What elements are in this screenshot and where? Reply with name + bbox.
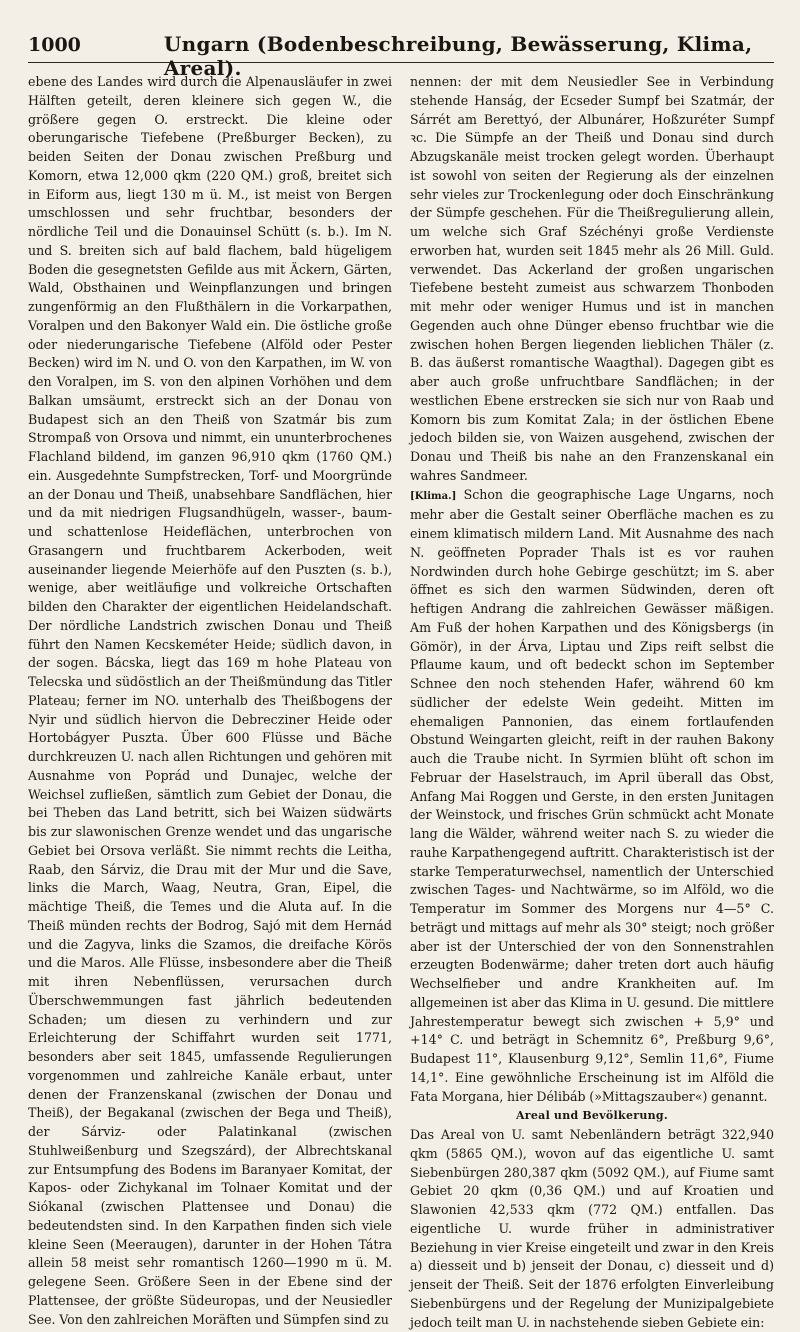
areal-paragraph: Das Areal von U. samt Nebenländern beträgt 322,940 qkm (5865 QM.), wovon auf das eigentliche U. samt Siebenbürgen 280,387 qkm (5092 QM.), auf Fiume samt Gebiet 20 qkm (0,36 QM.) und auf Kroatien und Slawonien 42,533 qkm (772 QM.) entfallen. Das eigentliche U. wurde früher in administrativer Beziehung in vier Kreise eingeteilt und zwar in den Kreis a) diesseit und b) jenseit der Donau, c) diesseit und d) jenseit der Theiß. Seit der 1876 erfolgten Einverleibung Siebenbürgens und der Regelung der Munizipalgebiete jedoch teilt man U. in nachstehende sieben Gebiete ein: <box>410 1127 774 1330</box>
left-column <box>28 73 392 1332</box>
left-paragraph: ebene des Landes wird durch die Alpenausläufer in zwei Hälften geteilt, deren kleinere sich gegen W., die größere gegen O. erstreckt. Die kleine oder oberungarische Tiefebene (Preßburger Becken), zu beiden Seiten der Donau zwischen Preßburg und Komorn, etwa 12,000 qkm (220 QM.) groß, breitet sich in Eiform aus, liegt 130 m ü. M., ist meist von Bergen umschlossen und sehr fruchtbar, besonders der nördliche Teil und die Donauinsel Schütt (s. b.). Im N. und S. breiten sich auf bald flachem, bald hügeligem Boden die gesegnetsten Gefilde aus mit Äckern, Gärten, Wald, Obsthainen und Weinpflanzungen und bringen zungenförmig an den Flußthälern in die Vorkarpathen, Voralpen und den Bakonyer Wald ein. Die östliche große oder niederungarische Tiefebene (Alföld oder Pester Becken) wird im N. und O. von den Karpathen, im W. von den Voralpen, im S. von den alpinen Vorhöhen und dem Balkan umsäumt, erstreckt sich an der Donau von Budapest sich an den Theiß von Szatmár bis zum Strompaß von Orsova und nimmt, ein ununterbrochenes Flachland bildend, im ganzen 96,910 qkm (1760 QM.) ein. Ausgedehnte Sumpfstrecken, Torf- und Moorgründe an der Donau und Theiß, unabsehbare Sandflächen, hier und da mit niedrigen Flugsandhügeln, wasser-, baum- und schattenlose Heideflächen, unterbrochen von Grasangern und fruchtbarem Ackerboden, weit auseinander liegende Meierhöfe auf den Puszten (s. b.), wenige, aber weitläufige und volkreiche Ortschaften bilden den Charakter der eigentlichen Heidelandschaft. Der nördliche Landstrich zwischen Donau und Theiß führt den Namen Kecskeméter Heide; südlich davon, in der sogen. Bácska, liegt das 169 m hohe Plateau von Telecska und südöstlich an der Theißmündung das Titler Plateau; ferner im NO. unterhalb des Theißbogens der Nyir und südlich hiervon die Debrecziner Heide oder Hortobágyer Puszta. Über 600 Flüsse und Bäche durchkreuzen U. nach allen Richtungen und gehören mit Ausnahme von Poprád und Dunajec, welche der Weichsel zufließen, sämtlich zum Gebiet der Donau, die bei Theben das Land betritt, sich bei Waizen südwärts bis zur slawonischen Grenze wendet und das ungarische Gebiet bei Orsova verläßt. Sie nimmt rechts die Leitha, Raab, den Sárviz, die Drau mit der Mur und die Save, links die March, Waag, Neutra, Gran, Eipel, die mächtige Theiß, die Temes und die Aluta auf. In die Theiß münden rechts der Bodrog, Sajó mit dem Hernád und die Zagyva, links die Szamos, die dreifache Körös und die Maros. Alle Flüsse, insbesondere aber die Theiß mit ihren Nebenflüssen, verursachen durch Überschwemmungen fast jährlich bedeutenden Schaden; um diesen zu verhindern und zur Erleichterung der Schiffahrt wurden seit 1771, besonders aber seit 1845, umfassende Regulierungen vorgenommen und zahlreiche Kanäle erbaut, unter denen der Franzenskanal (zwischen der Donau und Theiß), der Begakanal (zwischen der Bega und Theiß), der Sárviz- oder Palatinkanal (zwischen Stuhlweißenburg und Szegszárd), der Albrechtskanal zur Entsumpfung des Bodens im Baranyaer Komitat, der Kapos- oder Zichykanal im Tolnaer Komitat und der Siókanal (zwischen Plattensee und Donau) die bedeutendsten sind. In den Karpathen finden sich viele kleine Seen (Meeraugen), darunter in der Hohen Tátra allein 58 meist sehr romantisch 1260—1990 m ü. M. gelegene Seen. Größere Seen in der Ebene sind der Plattensee, der größte Südeuropas, und der Neusiedler See. Von den zahlreichen Moräften und Sümpfen sind zu <box>28 74 392 1327</box>
text-columns <box>28 73 774 1332</box>
right-paragraph-1: nennen: der mit dem Neusiedler See in Verbindung stehende Hanság, der Ecseder Sumpf bei Szatmár, der Sárrét am Berettyó, der Albunárer, Hoßzuréter Sumpf ꝛc. Die Sümpfe an der Theiß und Donau sind durch Abzugskanäle meist trocken gelegt worden. Überhaupt ist sowohl von seiten der Regierung als der einzelnen sehr vieles zur Trockenlegung oder doch Einschränkung der Sümpfe geschehen. Für die Theißregulierung allein, um welche sich Graf Széchényi große Verdienste erworben hat, wurden seit 1845 mehr als 26 Mill. Guld. verwendet. Das Ackerland der großen ungarischen Tiefebene besteht zumeist aus schwarzem Thonboden mit mehr oder weniger Humus und ist in manchen Gegenden auch ohne Dünger ebenso fruchtbar wie die zwischen hohen Bergen liegenden lieblichen Thäler (z. B. das äußerst romantische Waagthal). Dagegen gibt es aber auch große unfruchtbare Sandflächen; in der westlichen Ebene erstrecken sie sich nur von Raab und Komorn bis zum Komitat Zala; in der östlichen Ebene jedoch bilden sie, von Waizen ausgehend, zwischen der Donau und Theiß bis nahe an den Franzenskanal ein wahres Sandmeer. <box>410 74 774 483</box>
running-title: Ungarn (Bodenbeschreibung, Bewässerung, Klima, Areal). <box>163 32 753 80</box>
section-tag-klima: [Klima.] <box>410 490 457 502</box>
subheading-areal: Areal und Bevölkerung. <box>515 1109 669 1123</box>
klima-text: Schon die geographische Lage Ungarns, noch mehr aber die Gestalt seiner Oberfläche machen es zu einem klimatisch mildern Land. Mit Ausnahme des nach N. geöffneten Poprader Thals ist es vor rauhen Nordwinden durch hohe Gebirge geschützt; im S. aber öffnet es sich den warmen Südwinden, deren oft heftigen Andrang die zahlreichen Gewässer mäßigen. Am Fuß der hohen Karpathen und des Königsbergs (in Gömör), in der Árva, Liptau und Zips reift selbst die Pflaume kaum, und oft bedeckt schon im September Schnee den noch stehenden Hafer, während 60 km südlicher der edelste Wein gedeiht. Mitten im ehemaligen Pannonien, das einem fortlaufenden Obstund Weingarten gleicht, reift in der rauhen Bakony auch die Traube nicht. In Syrmien blüht oft schon im Februar der Haselstrauch, im April überall das Obst, Anfang Mai Roggen und Gerste, in den ersten Junitagen der Weinstock, und frisches Grün schmückt acht Monate lang die Wälder, während weiter nach S. zu wieder die rauhe Karpathengegend auftritt. Charakteristisch ist der starke Temperaturwechsel, namentlich der Unterschied zwischen Tages- und Nachtwärme, so im Alföld, wo die Temperatur im Sommer des Morgens nur 4—5° C. beträgt und mittags auf mehr als 30° steigt; noch größer aber ist der Unterschied der von den Sonnenstrahlen erzeugten Bodenwärme; daher treten dort auch häufig Wechselfieber und andre Krankheiten auf. Im allgemeinen ist aber das Klima in U. gesund. Die mittlere Jahrestemperatur bewegt sich zwischen + 5,9° und +14° C. und beträgt in Schemnitz 6°, Preßburg 9,6°, Budapest 11°, Klausenburg 9,12°, Semlin 11,6°, Fiume 14,1°. Eine gewöhnliche Erscheinung ist im Alföld die Fata Morgana, hier Délibáb (»Mittagszauber«) genannt. <box>410 486 774 1104</box>
page-number: 1000 <box>28 34 81 56</box>
right-column <box>410 73 774 1332</box>
klima-paragraph <box>410 486 774 1107</box>
page-header <box>28 32 774 80</box>
